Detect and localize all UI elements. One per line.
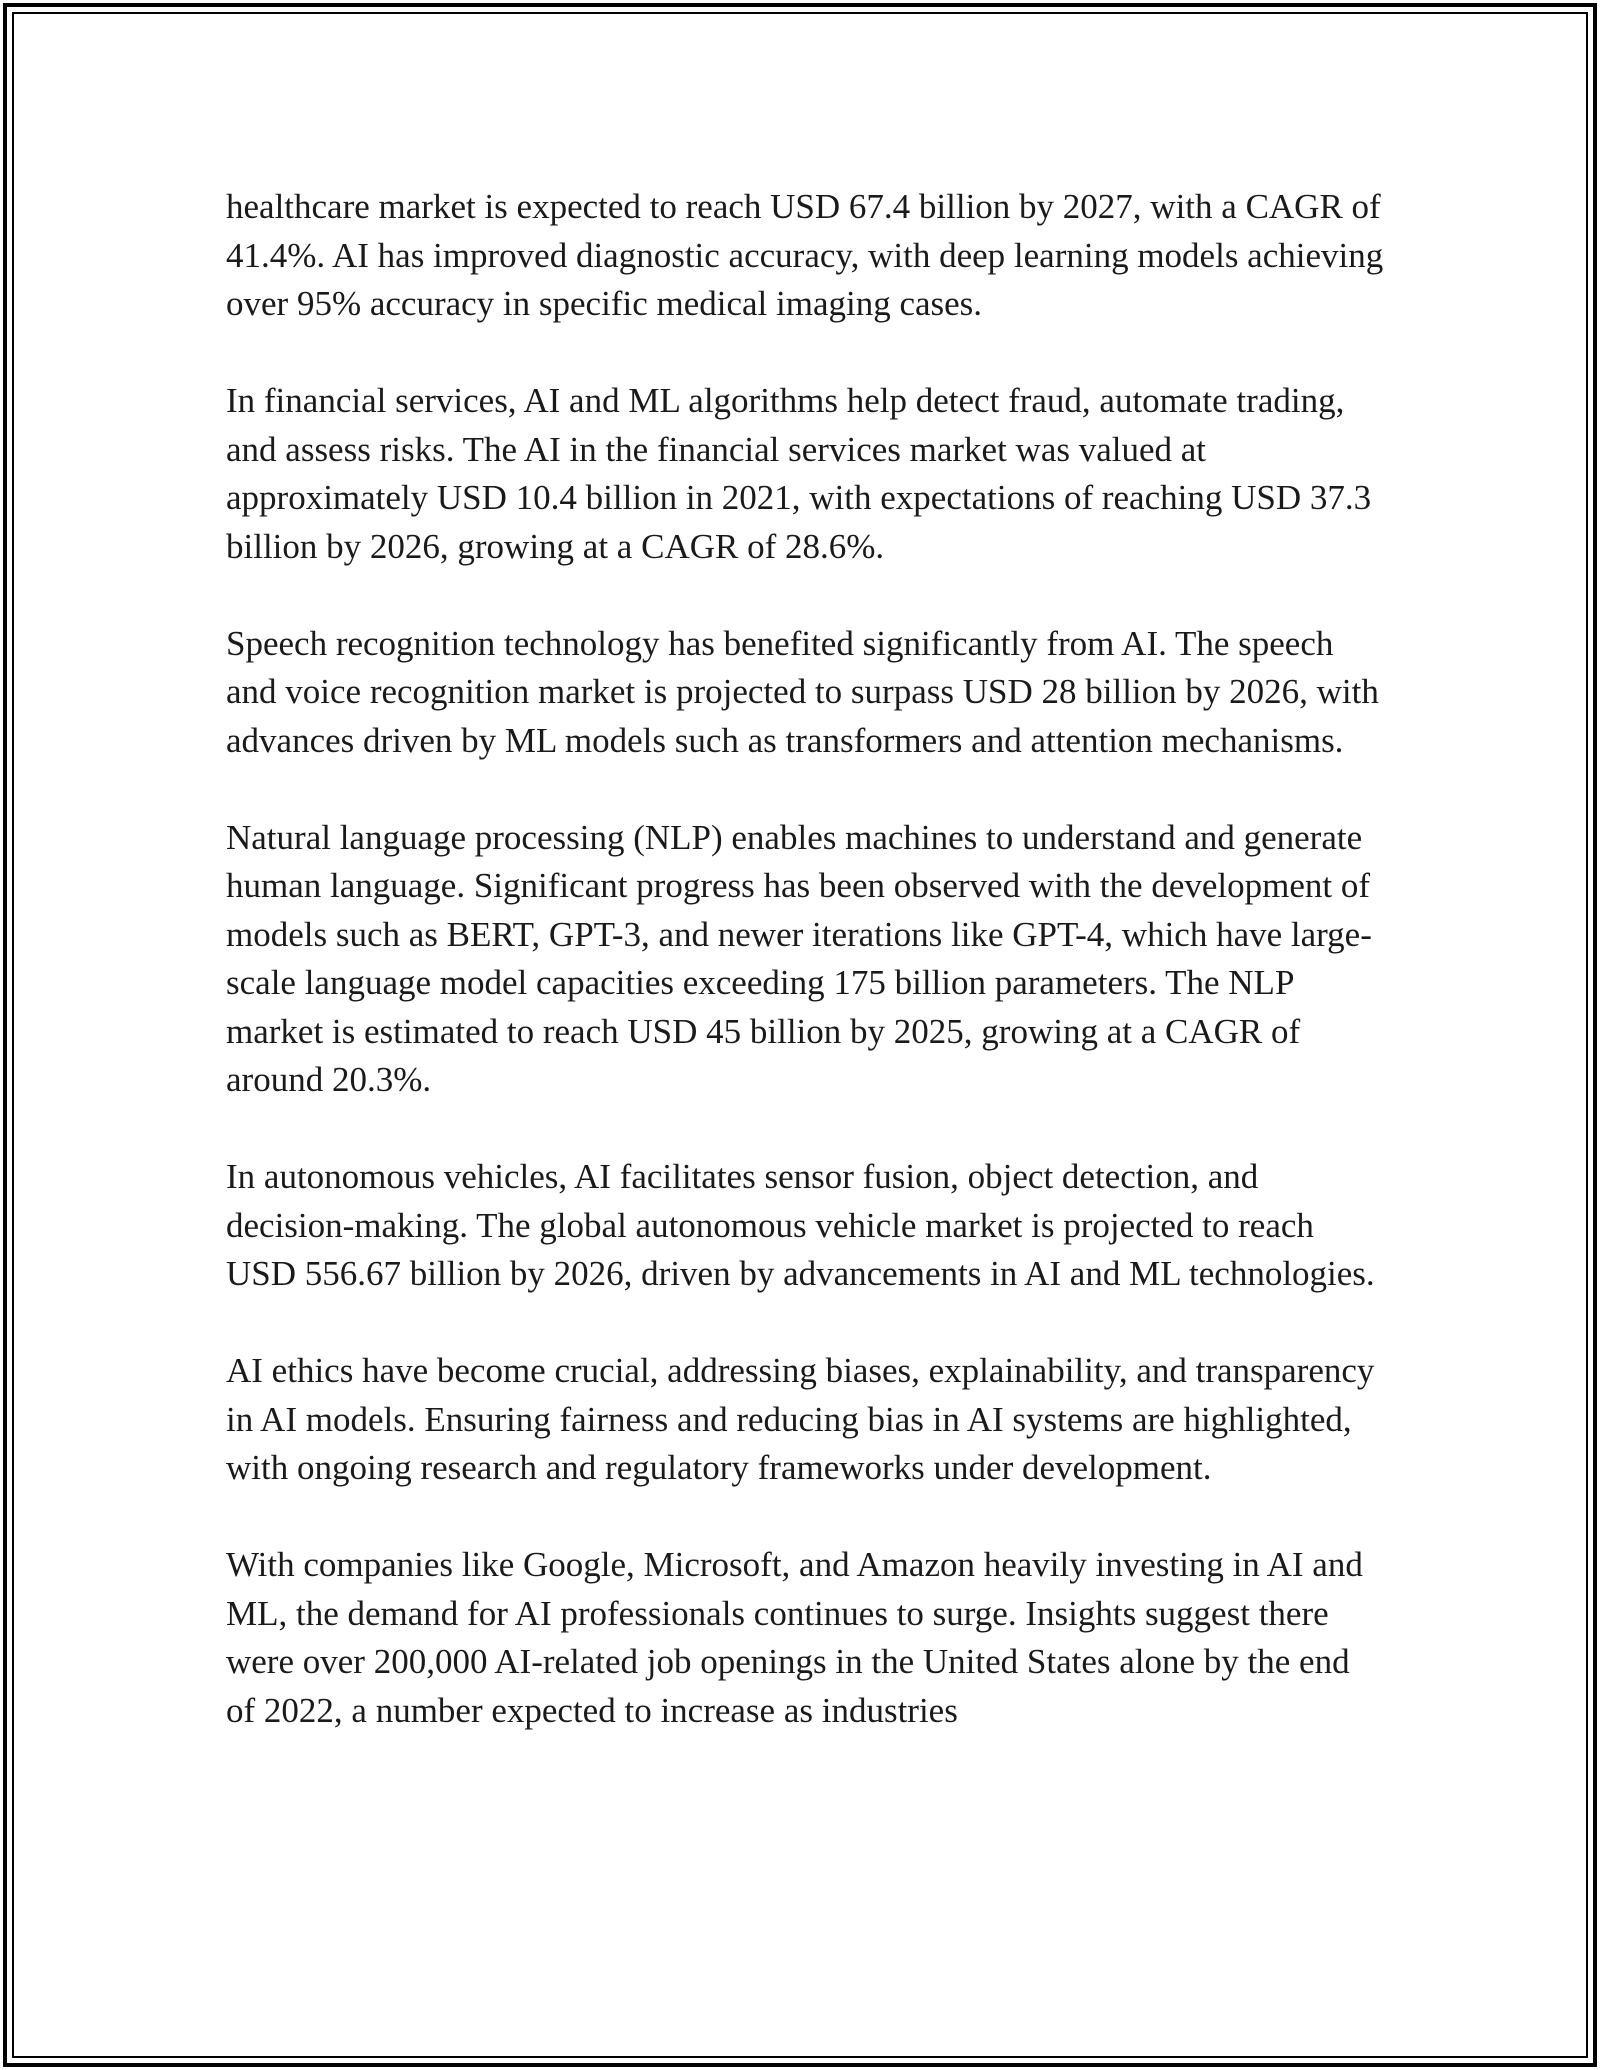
paragraph-autonomous-vehicles: In autonomous vehicles, AI facilitates sensor fusion, object detection, and decision-making. The global autonomous vehicle market is projected to reach USD 556.67 billion by 2026, driven by advancements in AI and ML technologies.: [226, 1157, 1375, 1293]
paragraph-ai-jobs: With companies like Google, Microsoft, and Amazon heavily investing in AI and ML, the demand for AI professionals continues to surge. Insights suggest there were over 200,000 AI-related job openings in the United States alone by the end of 2022, a number expected to increase as industries: [226, 1545, 1363, 1730]
document-body: [226, 183, 1386, 1735]
paragraph-ai-ethics: AI ethics have become crucial, addressing biases, explainability, and transparency in AI models. Ensuring fairness and reducing bias in AI systems are highlighted, with ongoing research and regulatory frameworks under development.: [226, 1351, 1375, 1487]
paragraph-speech-recognition: Speech recognition technology has benefited significantly from AI. The speech and voice recognition market is projected to surpass USD 28 billion by 2026, with advances driven by ML models such as transformers and attention mechanisms.: [226, 623, 1379, 760]
paragraph-financial-services: In financial services, AI and ML algorithms help detect fraud, automate trading, and assess risks. The AI in the financial services market was valued at approximately USD 10.4 billion in 2021, with expectations of reaching USD 37.3 billion by 2026, growing at a CAGR of 28.6%.: [226, 381, 1372, 566]
paragraph-healthcare: healthcare market is expected to reach USD 67.4 billion by 2027, with a CAGR of 41.4%. AI has improved diagnostic accuracy, with deep learning models achieving over 95% accuracy in specific medical imaging cases.: [226, 187, 1384, 323]
paragraph-nlp: Natural language processing (NLP) enables machines to understand and generate human language. Significant progress has been observed with the development of models such as BERT, GPT-3, and newer iterations like GPT-4, which have large-scale language model capacities exceeding 175 billion parameters. The NLP market is estimated to reach USD 45 billion by 2025, growing at a CAGR of around 20.3%.: [226, 817, 1372, 1099]
